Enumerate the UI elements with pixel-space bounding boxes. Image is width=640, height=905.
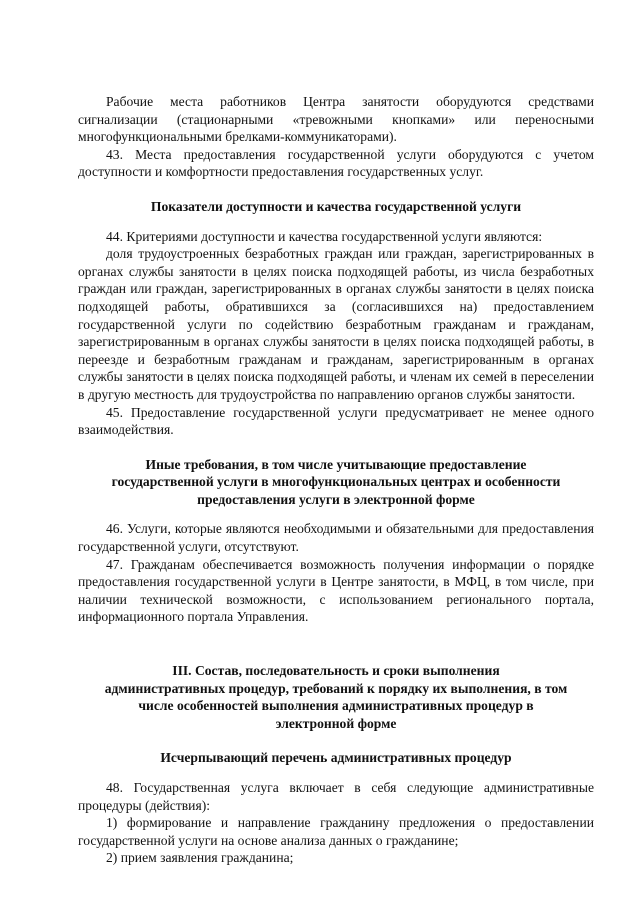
paragraph-item-45: 45. Предоставление государственной услуги предусматривает не менее одного взаимодействия. bbox=[78, 404, 594, 438]
paragraph-item-43: 43. Места предоставления государственной услуги оборудуются с учетом доступности и комфортности предоставления государственных услуг. bbox=[78, 146, 594, 180]
list-item-step-1: 1) формирование и направление гражданину предложения о предоставлении государственной услуги на основе анализа данных о гражданине; bbox=[78, 815, 594, 848]
list-item-step-2: 2) прием заявления гражданина; bbox=[106, 850, 294, 866]
heading-section-3-line-2: административных процедур, требований к порядку их выполнения, в том bbox=[104, 680, 568, 696]
heading-section-3-line-3: числе особенностей выполнения административных процедур в bbox=[138, 698, 534, 714]
heading-section-3 bbox=[78, 662, 594, 732]
document-page bbox=[78, 93, 594, 867]
paragraph-share: доля трудоустроенных безработных граждан или граждан, зарегистрированных в органах службы занятости в целях поиска подходящей работы, из числа безработных граждан или граждан, зарегистрированных в органах службы занятости в целях поиска подходящей работы, обратившихся за (согласившихся на) предоставлением государственной услуги по содействию безработным гражданам и гражданам, зарегистрированным в органах службы занятости в целях поиска подходящей работы, в переезде и безработным гражданам и гражданам, зарегистрированным в органах службы занятости в целях поиска подходящей работы, и членам их семей в переселении в другую местность для трудоустройства по направлению органов службы занятости. bbox=[78, 246, 594, 402]
paragraph-item-46: 46. Услуги, которые являются необходимыми и обязательными для предоставления государственной услуги, отсутствуют. bbox=[78, 521, 594, 555]
heading-other-line-1: Иные требования, в том числе учитывающие предоставление bbox=[145, 456, 527, 472]
heading-other-requirements bbox=[78, 456, 594, 509]
heading-procedure-list: Исчерпывающий перечень административных процедур bbox=[160, 750, 512, 766]
heading-other-line-3: предоставления услуги в электронной форме bbox=[197, 491, 475, 507]
paragraph-item-47: 47. Гражданам обеспечивается возможность получения информации о порядке предоставления государственной услуги в Центре занятости, в МФЦ, в том числе, при наличии технической возможности, с использованием регионального портала, информационного портала Управления. bbox=[78, 556, 594, 625]
heading-section-3-line-1: III. Состав, последовательность и сроки выполнения bbox=[172, 663, 500, 679]
heading-other-line-2: государственной услуги в многофункциональных центрах и особенности bbox=[111, 474, 561, 490]
heading-section-3-line-4: электронной форме bbox=[275, 715, 397, 731]
paragraph-item-44: 44. Критериями доступности и качества государственной услуги являются: bbox=[106, 228, 543, 244]
paragraph-workplaces: Рабочие места работников Центра занятости оборудуются средствами сигнализации (стационарными «тревожными кнопками» или переносными многофункциональными брелками-коммуникаторами). bbox=[78, 94, 594, 145]
heading-indicators: Показатели доступности и качества государственной услуги bbox=[150, 198, 522, 214]
paragraph-item-48: 48. Государственная услуга включает в себя следующие административные процедуры (действия): bbox=[78, 780, 594, 813]
